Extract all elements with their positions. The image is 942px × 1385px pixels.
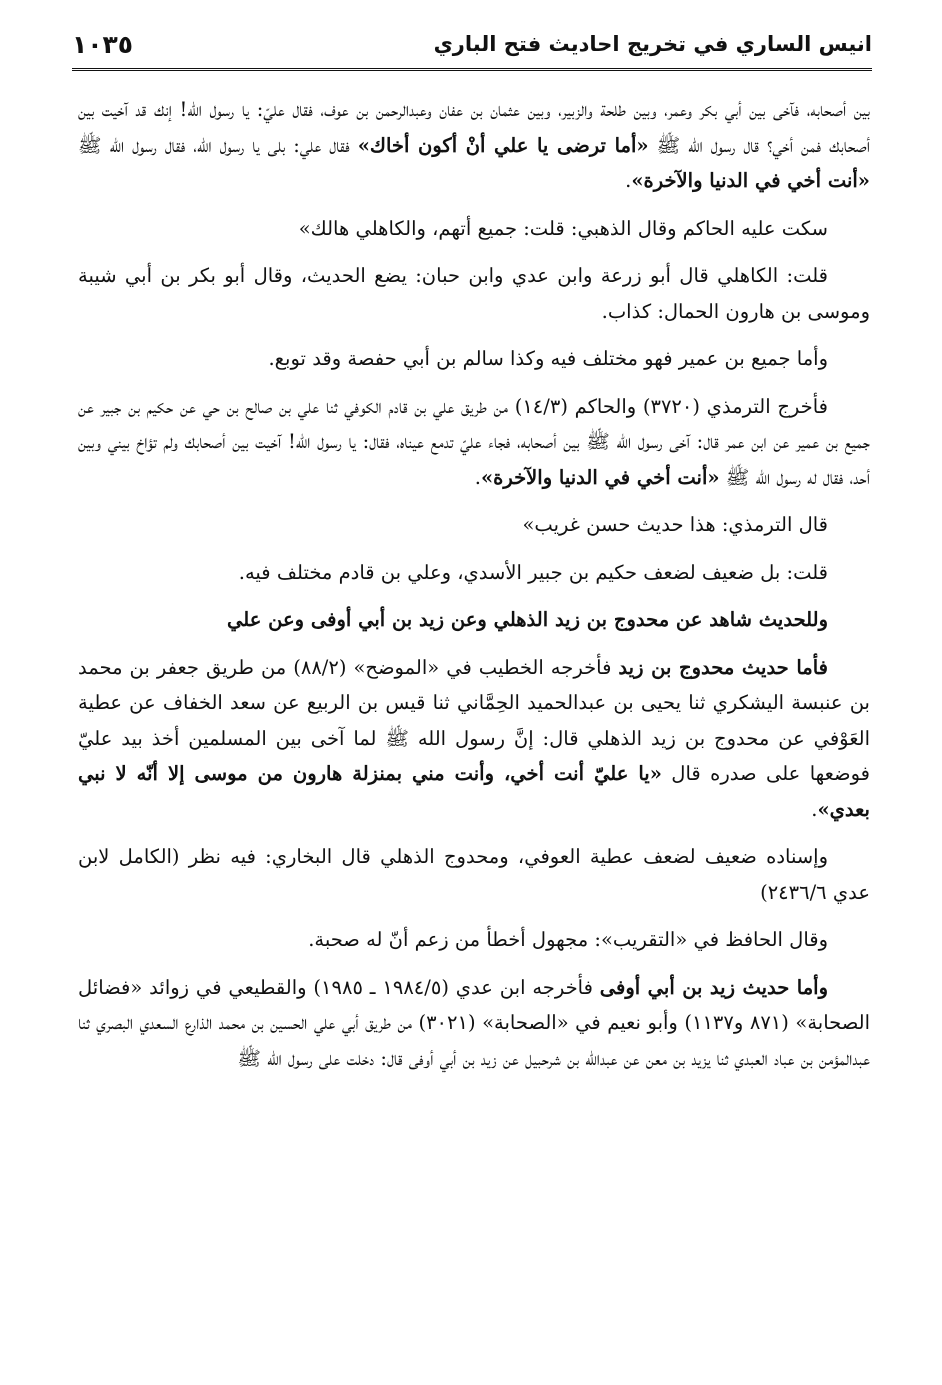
- text-segment: قلت: بل ضعيف لضعف حكيم بن جبير الأسدي، وعلي بن قادم مختلف فيه.: [238, 560, 828, 584]
- text-segment: فأخرجه الخطيب في «الموضح» (٨٨/٢) من طريق جعفر بن محمد بن عنبسة اليشكري ثنا يحيى بن عبدالحميد الحِمَّاني ثنا قيس بن الربيع عن سعد الخفاف عن عطية العَوْفي عن محدوج بن زيد الذهلي قال: إنَّ رسول الله ﷺ لما آخى بين المسلمين أخذ بيد عليّ فوضعها على صدره قال: [78, 655, 870, 785]
- page-number: ١٠٣٥: [72, 30, 134, 59]
- paragraph: [78, 341, 870, 377]
- paragraph: [78, 839, 870, 910]
- text-segment: بين أصحابه، فآخى بين أبي بكر وعمر، وبين طلحة والزبير، وبين عثمان بن عفان وعبدالرحمن بن عوف، فقال عليّ: يا رسول الله! إنك قد آخيت بين أصحابك فمن أخي؟ قال رسول الله ﷺ: [78, 98, 870, 157]
- paragraph: [78, 650, 870, 828]
- paragraph: [78, 507, 870, 543]
- paragraph: [78, 211, 870, 247]
- bold-text-segment: وأما حديث زيد بن أبي أوفى: [599, 975, 828, 999]
- text-segment: قلت: الكاهلي قال أبو زرعة وابن عدي وابن حبان: يضع الحديث، وقال أبو بكر بن أبي شيبة وموسى بن هارون الحمال: كذاب.: [78, 264, 870, 323]
- book-title: انيس الساري في تخريج احاديث فتح الباري: [433, 32, 872, 56]
- text-segment: قال الترمذي: هذا حديث حسن غريب»: [522, 513, 828, 536]
- text-segment: فأخرجه ابن عدي (١٩٨٤/٥ ـ ١٩٨٥) والقطيعي في زوائد «فضائل الصحابة» (٨٧١ و١١٣٧) وأبو نعيم في «الصحابة» (٣٠٢١) من طريق أبي علي الحسين بن محمد الذارع السعدي البصري ثنا عبدالمؤمن بن عباد العبدي ثنا يزيد بن معن عن عبدالله بن شرحبيل عن زيد بن أبي أوفى قال: دخلت على رسول الله ﷺ: [78, 975, 871, 1070]
- bold-text-segment: «يا عليّ أنت أخي، وأنت مني بمنزلة هارون من موسى إلا أنّه لا نبي بعدي»: [78, 762, 870, 821]
- paragraph: [78, 92, 870, 199]
- paragraph: [78, 555, 870, 591]
- text-segment: .: [811, 797, 818, 821]
- bold-text-segment: «أنت أخي في الدنيا والآخرة»: [480, 465, 720, 489]
- body-text: [78, 92, 870, 1088]
- text-segment: .: [625, 169, 632, 192]
- text-segment: .: [474, 465, 481, 489]
- bold-text-segment: فأما حديث محدوج بن زيد: [618, 655, 828, 679]
- bold-text-segment: «أنت أخي في الدنيا والآخرة»: [631, 169, 870, 192]
- text-segment: وللحديث شاهد عن محدوج بن زيد الذهلي وعن زيد بن أبي أوفى وعن علي: [227, 608, 828, 631]
- text-segment: فقال علي: بلى يا رسول الله، فقال رسول الله ﷺ: [78, 133, 358, 157]
- text-segment: وإسناده ضعيف لضعف عطية العوفي، ومحدوج الذهلي قال البخاري: فيه نظر (الكامل لابن عدي ٢٤٣٦/٦): [78, 845, 870, 904]
- paragraph: [78, 970, 870, 1077]
- paragraph: [78, 389, 870, 496]
- text-segment: سكت عليه الحاكم وقال الذهبي: قلت: جميع أتهم، والكاهلي هالك»: [298, 216, 828, 240]
- running-header: [72, 28, 872, 71]
- text-segment: فأخرج الترمذي (٣٧٢٠) والحاكم (١٤/٣) من طريق علي بن قادم الكوفي ثنا علي بن صالح بن حي عن حكيم بن جبير عن جميع بن عمير عن ابن عمر قال: آخى رسول الله ﷺ بين أصحابه، فجاء عليّ تدمع عيناه، فقال: يا رسول الله! آخيت بين أصحابك ولم تؤاخ بيني وبين أحد، فقال له رسول الله ﷺ: [78, 394, 870, 489]
- paragraph: [78, 922, 870, 958]
- text-segment: وأما جميع بن عمير فهو مختلف فيه وكذا سالم بن أبي حفصة وقد توبع.: [268, 347, 828, 370]
- text-segment: وقال الحافظ في «التقريب»: مجهول أخطأ من زعم أنّ له صحبة.: [308, 928, 828, 951]
- paragraph: [78, 602, 870, 638]
- bold-text-segment: «أما ترضى يا علي أنْ أكون أخاك»: [357, 133, 649, 157]
- paragraph: [78, 258, 870, 329]
